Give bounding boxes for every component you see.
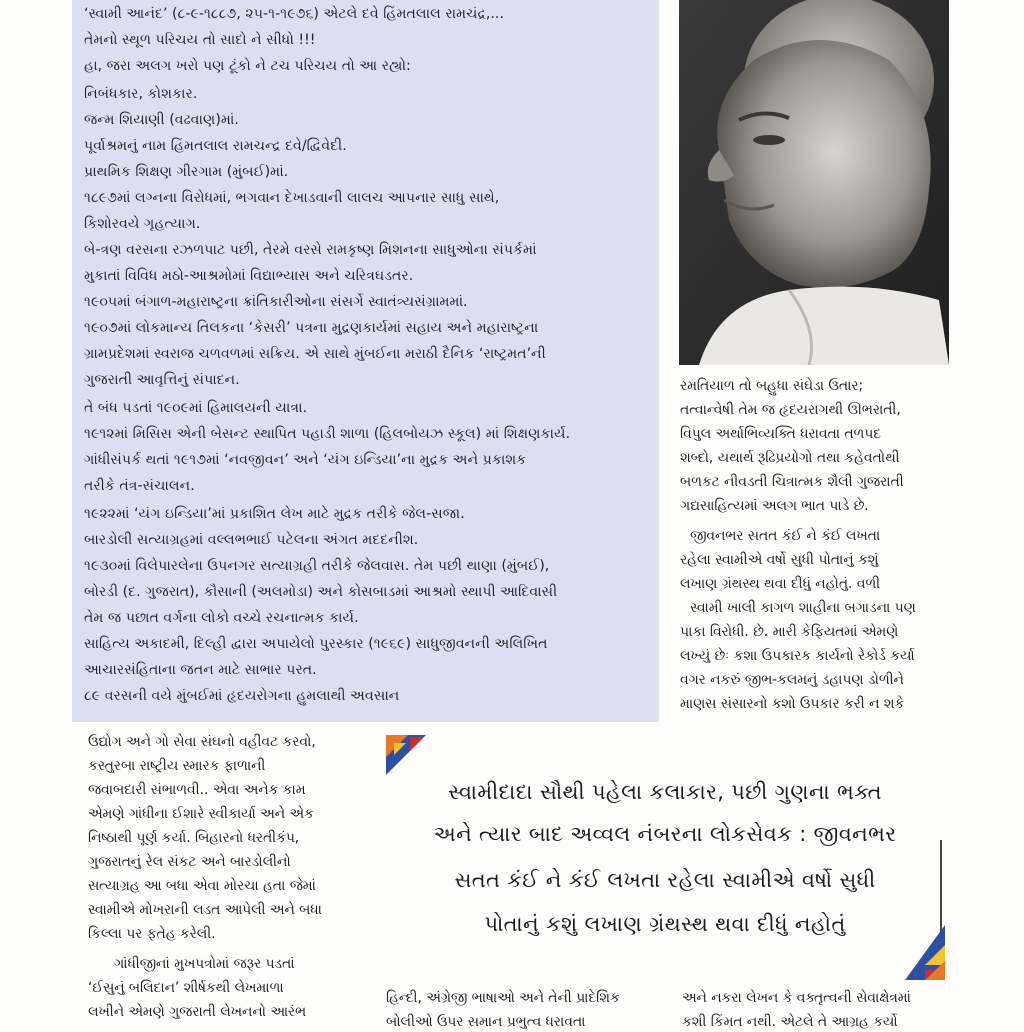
bio-line: ગુજરાતી આવૃત્તિનું સંપાદન. — [84, 372, 240, 388]
bio-line: પ્રાથમિક શિક્ષણ ગીરગામ (મુંબઈ)માં. — [84, 164, 289, 180]
right-column-line: લખાણ ગ્રંથસ્થ થવા દીધું નહોતું. વળી — [680, 576, 881, 592]
right-column-line: પાકા વિરોધી. છે. મારી કેફિયતમાં એમણે — [680, 624, 899, 640]
corner-decoration-top — [386, 735, 426, 775]
portrait-photo — [679, 0, 949, 365]
left-column-line: ગાંધીજીનાં મુખપત્રોમાં જરૂર પડતાં — [114, 956, 295, 972]
right-column-line: વિપુલ અર્થાભિવ્યક્તિ ધરાવતા તળપદ — [680, 426, 881, 442]
bio-line: ૮૯ વરસની વયે મુંબઈમાં હૃદયરોગના હુમલાથી અવસાન — [84, 688, 400, 704]
bottom-middle-line: હિન્દી, અંગ્રેજી ભાષાઓ અને તેની પ્રાદેશિક — [386, 990, 620, 1006]
left-column-line: કસ્તુરબા રાષ્ટ્રીય સ્મારક ફાળાની — [88, 758, 266, 774]
right-column-line: રહેલા સ્વામીએ વર્ષો સુધી પોતાનું કશું — [680, 552, 879, 568]
right-column-line: વગર નકરું જીભ-કલમનું ડહાપણ ડોળીને — [680, 672, 904, 688]
right-column-line: રમતિયાળ તો બહુધા સંઘેડા ઉતાર; — [680, 378, 864, 394]
left-column-line: કિલ્લા પર ફતેહ કરેલી. — [88, 926, 216, 942]
pull-quote-line: સતત કંઈ ને કંઈ લખતા રહેલા સ્વામીએ વર્ષો સુધી — [454, 868, 876, 892]
right-column-line: માણસ સંસારનો કશો ઉપકાર કરી ન શકે — [680, 696, 905, 712]
right-column-line: શબ્દો, યથાર્થ રૂઢિપ્રયોગો તથા કહેવતોથી — [680, 450, 900, 466]
bio-line: ૧૯૩૦માં વિલેપારલેના ઉપનગર સત્યાગ્રહી તરીકે જેલવાસ. તેમ પછી થાણા (મુંબઈ), — [84, 558, 550, 574]
left-column-line: જવાબદારી સંભાળવી.. એવા અનેક કામ — [88, 782, 306, 798]
bio-line: બે-ત્રણ વરસના રઝળપાટ પછી, તેરમે વરસે રામકૃષ્ણ મિશનના સાધુઓના સંપર્કમાં — [84, 242, 537, 258]
left-column-line: એમણે ગાંધીના ઈશારે સ્વીકાર્યા અને એક — [88, 806, 314, 822]
bio-line: ‘સ્વામી આનંદ’ (૮-૯-૧૮૮૭, ૨૫-૧-૧૯૭૬) એટલે દવે હિંમતલાલ રામચંદ્ર,... — [84, 6, 504, 22]
bio-line: ગાંધીસંપર્ક થતાં ૧૯૧૭માં ‘નવજીવન’ અને ‘યંગ ઇન્ડિયા’ના મુદ્રક અને પ્રકાશક — [84, 452, 527, 468]
bio-line: સાહિત્ય અકાદમી, દિલ્હી દ્વારા અપાયેલો પુરસ્કાર (૧૯૬૯) સાધુજીવનની અલિખિત — [84, 636, 548, 652]
bio-line: ૧૯૨૨માં ‘યંગ ઇન્ડિયા’માં પ્રકાશિત લેખ માટે મુદ્રક તરીકે જેલ-સજા. — [84, 506, 465, 522]
pull-quote-line: પોતાનું કશું લખાણ ગ્રંથસ્થ થવા દીધું નહોતું — [484, 912, 846, 936]
left-column-line: નિષ્ઠાથી પૂર્ણ કર્યા. બિહારનો ધરતીકંપ, — [88, 830, 300, 846]
bio-line: હા, જરા અલગ ખરો પણ ટૂંકો ને ટચ પરિચય તો આ રહ્યો: — [84, 58, 411, 74]
bio-line: ગ્રામપ્રદેશમાં સ્વરાજ ચળવળમાં સક્રિય. એ સાથે મુંબઈના મરાઠી દૈનિક ‘રાષ્ટ્રમત’ની — [84, 346, 546, 362]
left-column-line: લખીને એમણે ગુજરાતી લેખનનો આરંભ — [88, 1004, 307, 1020]
bio-line: ૧૮૯૭માં લગ્નના વિરોધમાં, ભગવાન દેખાડવાની લાલચ આપનાર સાધુ સાથે, — [84, 190, 500, 206]
bio-line: મુકાતાં વિવિધ મઠો-આશ્રમોમાં વિદ્યાભ્યાસ અને ચરિત્રઘડતર. — [84, 268, 414, 284]
bio-line: બોરડી (દ. ગુજરાત), કૌસાની (અલમોડા) અને કોસબાડમાં આશ્રમો સ્થાપી આદિવાસી — [84, 584, 558, 600]
bottom-right-line: કશી કિંમત નથી. એટલે તે આગ્રહ કર્યો — [682, 1014, 898, 1030]
bio-line: નિબંધકાર, કોશકાર. — [84, 86, 198, 102]
left-column-line: ગુજરાતનું રેલ સંકટ અને બારડોલીનો — [88, 854, 291, 870]
bio-line: કિશોરવયે ગૃહત્યાગ. — [84, 216, 201, 232]
bottom-right-line: અને નકરા લેખન કે વક્તૃત્વની સેવાક્ષેત્રમાં — [682, 990, 911, 1006]
bio-line: આચારસંહિતાના જતન માટે સાભાર પરત. — [84, 662, 317, 678]
bio-line: તેમનો સ્થૂળ પરિચય તો સાદો ને સીધો !!! — [84, 32, 316, 48]
bio-line: ૧૯૧૨માં મિસિસ એની બેસન્ટ સ્થાપિત પહાડી શાળા (હિલબોયઝ સ્કૂલ) માં શિક્ષણકાર્ય. — [84, 426, 571, 442]
left-column-line: સ્વામીએ મોખરાની લડત આપેલી અને બધા — [88, 902, 322, 918]
left-column-line: સત્યાગ્રહ આ બધા એવા મોરચા હતા જેમાં — [88, 878, 316, 894]
right-column-line: જીવનભર સતત કંઈ ને કંઈ લખતા — [690, 528, 881, 544]
portrait-illustration — [679, 0, 949, 365]
corner-decoration-bottom — [905, 925, 945, 980]
left-column-line: ‘ઈસુનું બલિદાન’ શીર્ષકથી લેખમાળા — [88, 980, 284, 996]
left-column-line: ઉદ્યોગ અને ગો સેવા સંઘનો વહીવટ કરવો, — [88, 734, 316, 750]
bio-line: તેમ જ પછાત વર્ગના લોકો વચ્ચે રચનાત્મક કાર્ય. — [84, 610, 359, 626]
right-column-line: લખ્યું છેઃ કશા ઉપકારક કાર્યનો રેકોર્ડ કર્યા — [680, 648, 915, 664]
bio-line: બારડોલી સત્યાગ્રહમાં વલ્લભભાઈ પટેલના અંગત મદદનીશ. — [84, 532, 419, 548]
right-column-line: બળકટ નીવડતી ચિત્રાત્મક શૈલી ગુજરાતી — [680, 474, 904, 490]
pull-quote-line: અને ત્યાર બાદ અવ્વલ નંબરના લોકસેવક : જીવનભર — [433, 822, 897, 846]
bio-line: ૧૯૦૭માં લોકમાન્ય તિલકના ‘કેસરી’ પત્રના મુદ્રણકાર્યમાં સહાય અને મહારાષ્ટ્રના — [84, 320, 539, 336]
right-column-line: તત્વાન્વેષી તેમ જ હૃદયરાગથી ઊભરાતી, — [680, 402, 901, 418]
pull-quote-line: સ્વામીદાદા સૌથી પહેલા કલાકાર, પછી ગુણના ભક્ત — [448, 780, 882, 804]
bio-line: પૂર્વાશ્રમનું નામ હિંમતલાલ રામચન્દ્ર દવે/દ્વિવેદી. — [84, 138, 347, 154]
right-column-line: સ્વામી ખાલી કાગળ શાહીના બગાડના પણ — [690, 600, 916, 616]
bio-line: તરીકે તંત્ર-સંચાલન. — [84, 478, 195, 494]
bio-line: ૧૯૦૫માં બંગાળ-મહારાષ્ટ્રના ક્રાંતિકારીઓના સંસર્ગે સ્વાતંત્ર્યસંગ્રામમાં. — [84, 294, 468, 310]
right-column-line: ગદ્યસાહિત્યમાં અલગ ભાત પાડે છે. — [680, 498, 869, 514]
bio-line: જન્મ શિયાણી (વઢવાણ)માં. — [84, 112, 239, 128]
bio-line: તે બંધ પડતાં ૧૯૦૯માં હિમાલયની યાત્રા. — [84, 400, 308, 416]
bottom-middle-line: બોલીઓ ઉપર સમાન પ્રભુત્વ ધરાવતા — [386, 1014, 586, 1030]
